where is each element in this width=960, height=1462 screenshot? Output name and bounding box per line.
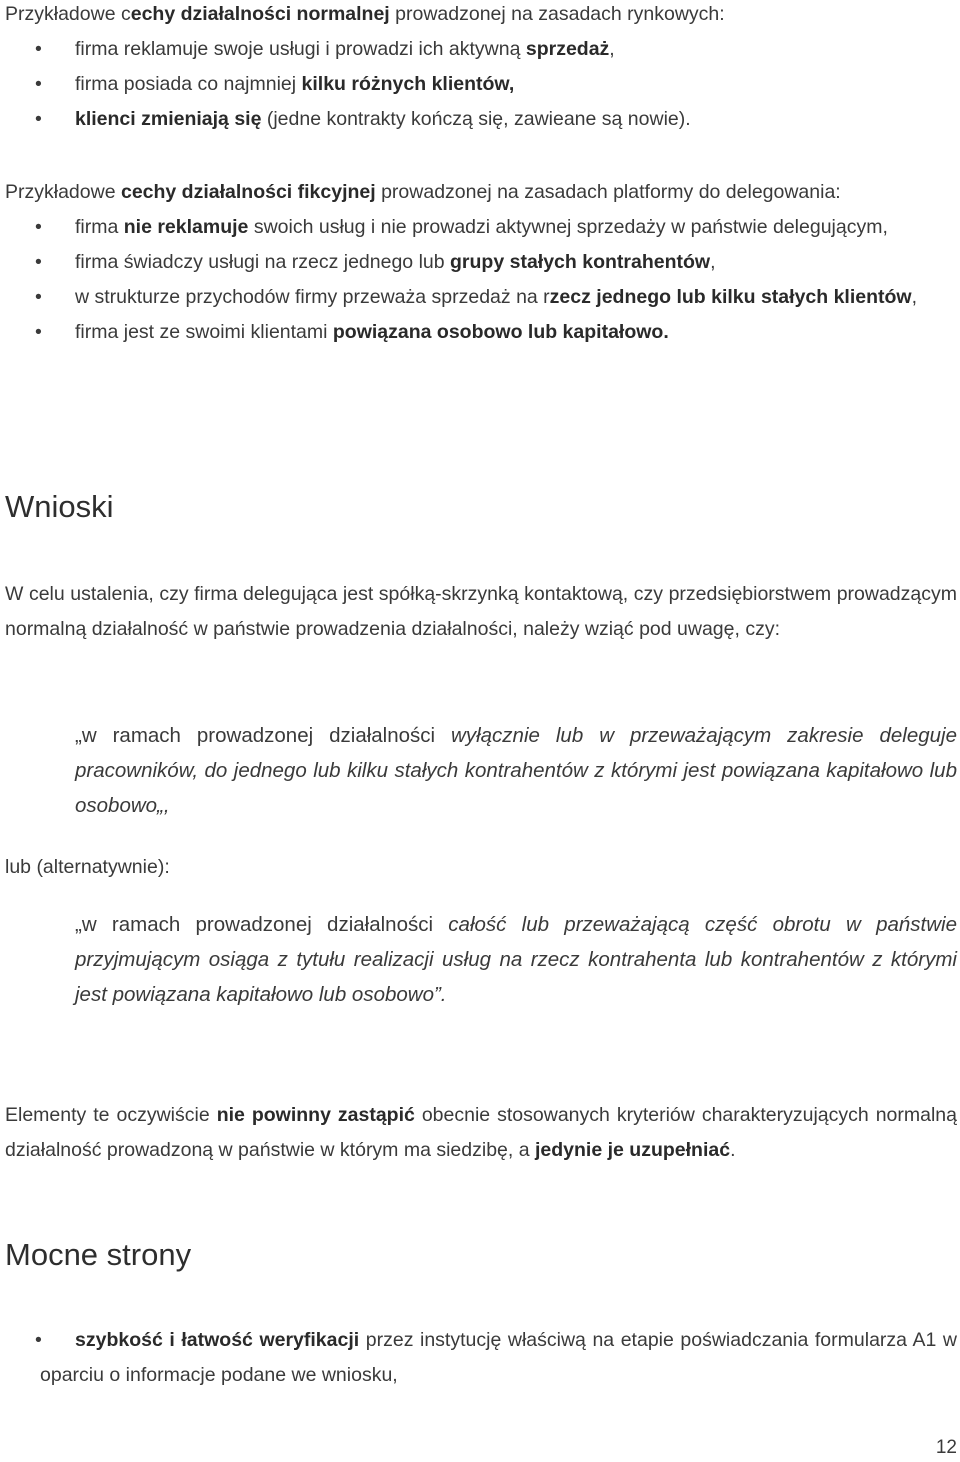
alternative-label: lub (alternatywnie): — [5, 856, 170, 878]
quote-second: „w ramach prowadzonej działalności całość lub przeważającą część obrotu w państwie przyjmującym osiąga z tytułu realizacji usług na rzecz kontrahenta lub kontrahentów z którymi jest powiązana kapitałowo lub osobowo”. — [75, 913, 957, 1006]
wnioski-paragraph: W celu ustalenia, czy firma delegująca jest spółką-skrzynką kontaktową, czy przedsiębiorstwem prowadzącym normalną działalność w państwie prowadzenia działalności, należy wziąć pod uwagę, czy: — [5, 583, 957, 640]
list-item: • w strukturze przychodów firmy przeważa sprzedaż na rzecz jednego lub kilku stałych klientów, — [35, 286, 918, 308]
normal-activity-intro: Przykładowe cechy działalności normalnej prowadzonej na zasadach rynkowych: — [5, 3, 725, 25]
fictitious-activity-intro: Przykładowe cechy działalności fikcyjnej prowadzonej na zasadach platformy do delegowania: — [5, 181, 841, 203]
quote-first: „w ramach prowadzonej działalności wyłącznie lub w przeważającym zakresie deleguje pracowników, do jednego lub kilku stałych kontrahentów z którymi jest powiązana kapitałowo lub osobowo„, — [75, 724, 957, 817]
list-item: • szybkość i łatwość weryfikacji przez instytucję właściwą na etapie poświadczania formularza A1 w oparciu o informacje podane we wniosku, — [35, 1329, 957, 1386]
list-item: • firma nie reklamuje swoich usług i nie prowadzi aktywnej sprzedaży w państwie delegującym, — [35, 216, 888, 238]
list-item: • firma świadczy usługi na rzecz jednego lub grupy stałych kontrahentów, — [35, 251, 716, 273]
page-number: 12 — [935, 1437, 957, 1458]
heading-mocne-strony: Mocne strony — [5, 1237, 192, 1272]
list-item: • firma reklamuje swoje usługi i prowadzi ich aktywną sprzedaż, — [35, 38, 615, 60]
section-fictitious-activity — [5, 175, 957, 350]
list-item: • firma jest ze swoimi klientami powiązana osobowo lub kapitałowo. — [35, 321, 669, 343]
list-item: • firma posiada co najmniej kilku różnych klientów, — [35, 73, 515, 95]
strengths-list — [5, 1323, 957, 1393]
elements-paragraph: Elementy te oczywiście nie powinny zastąpić obecnie stosowanych kryteriów charakteryzujących normalną działalność prowadzoną w państwie w którym ma siedzibę, a jedynie je uzupełniać. — [5, 1104, 957, 1161]
heading-wnioski: Wnioski — [5, 489, 114, 524]
list-item: • klienci zmieniają się (jedne kontrakty kończą się, zawieane są nowie). — [35, 108, 691, 130]
section-normal-activity — [5, 0, 957, 137]
